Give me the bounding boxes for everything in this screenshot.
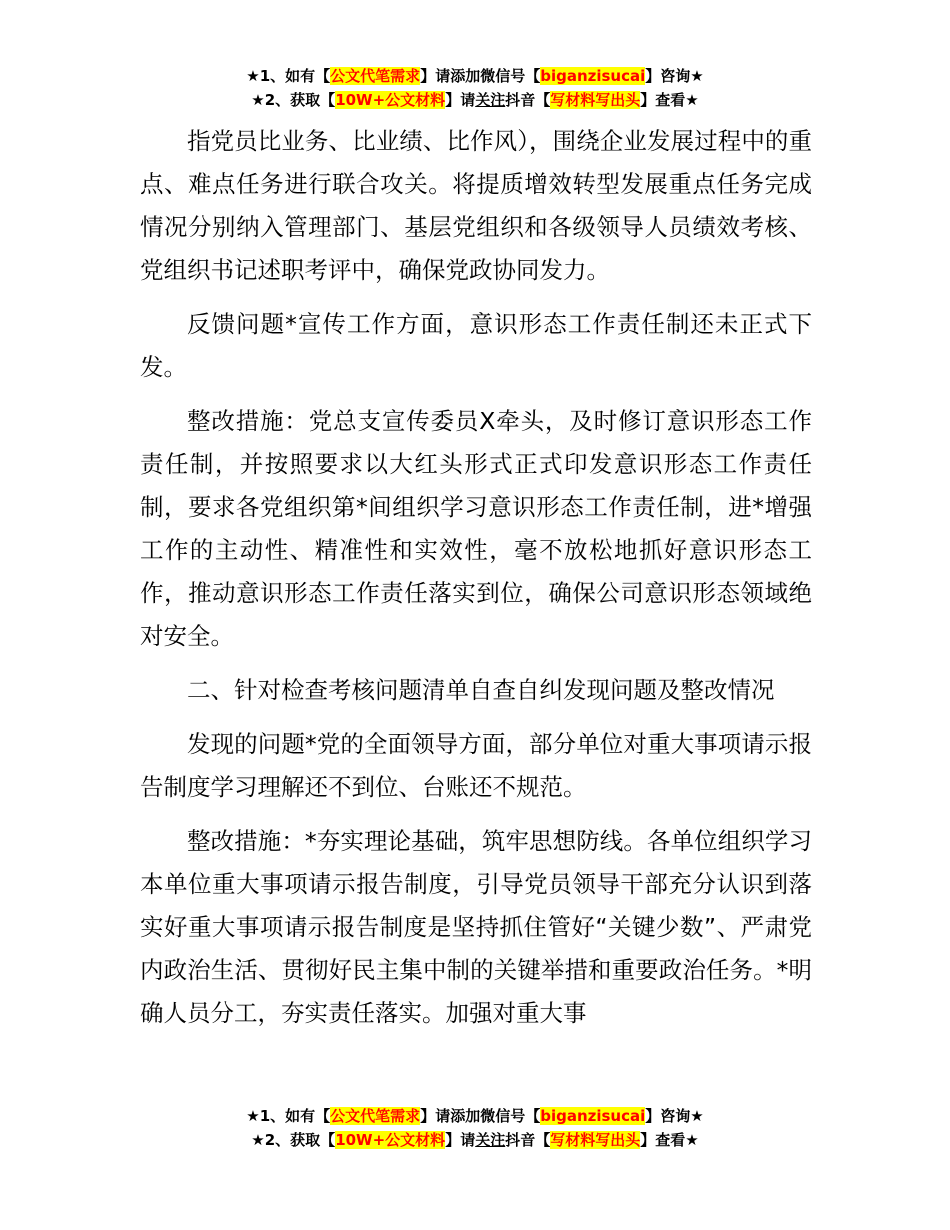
banner-line-2 [0,1128,950,1152]
banner-text: 抖音【 [505,91,551,109]
document-body [140,120,812,1046]
paragraph-3: 整改措施：党总支宣传委员X牵头，及时修订意识形态工作责任制，并按照要求以大红头形式正式印发意识形态工作责任制，要求各党组织第*间组织学习意识形态工作责任制，进*增强工作的主动性、精准性和实效性，毫不放松地抓好意识形态工作，推动意识形态工作责任落实到位，确保公司意识形态领域绝对安全。 [140,407,812,650]
highlight-wechat-id: biganzisucai [540,67,646,85]
underlined-follow: 关注 [475,1131,506,1149]
banner-text: 】查看★ [640,91,699,109]
header-banner [0,64,950,112]
section-heading: 二、针对检查考核问题清单自查自纠发现问题及整改情况 [187,676,775,704]
footer-banner [0,1104,950,1152]
highlight-douyin: 写材料写出头 [550,1131,641,1149]
banner-text: 】请 [445,1131,476,1149]
highlight-douyin: 写材料写出头 [550,91,641,109]
banner-line-1 [0,64,950,88]
banner-text: ★2、获取【 [251,1131,336,1149]
highlight-ghostwriting: 公文代笔需求 [330,1107,421,1125]
paragraph-1: 指党员比业务、比业绩、比作风），围绕企业发展过程中的重点、难点任务进行联合攻关。将提质增效转型发展重点任务完成情况分别纳入管理部门、基层党组织和各级领导人员绩效考核、党组织书记述职考评中，确保党政协同发力。 [140,127,812,284]
paragraph-4: 发现的问题*党的全面领导方面，部分单位对重大事项请示报告制度学习理解还不到位、台账还不规范。 [140,730,812,801]
banner-text: 】查看★ [640,1131,699,1149]
banner-text: ★1、如有【 [246,67,331,85]
banner-text: 】咨询★ [645,67,704,85]
banner-line-1 [0,1104,950,1128]
highlight-materials: 10W+公文材料 [335,91,446,109]
banner-text: 】请 [445,91,476,109]
banner-line-2 [0,88,950,112]
highlight-wechat-id: biganzisucai [540,1107,646,1125]
paragraph-5: 整改措施：*夯实理论基础，筑牢思想防线。各单位组织学习本单位重大事项请示报告制度，引导党员领导干部充分认识到落实好重大事项请示报告制度是坚持抓住管好“关键少数”、严肃党内政治生活、贯彻好民主集中制的关键举措和重要政治任务。*明确人员分工，夯实责任落实。加强对重大事 [140,827,812,1027]
underlined-follow: 关注 [475,91,506,109]
banner-text: 抖音【 [505,1131,551,1149]
highlight-ghostwriting: 公文代笔需求 [330,67,421,85]
banner-text: ★1、如有【 [246,1107,331,1125]
banner-text: 】请添加微信号【 [420,67,541,85]
paragraph-2: 反馈问题*宣传工作方面，意识形态工作责任制还未正式下发。 [140,310,812,381]
banner-text: 】请添加微信号【 [420,1107,541,1125]
banner-text: ★2、获取【 [251,91,336,109]
highlight-materials: 10W+公文材料 [335,1131,446,1149]
banner-text: 】咨询★ [645,1107,704,1125]
